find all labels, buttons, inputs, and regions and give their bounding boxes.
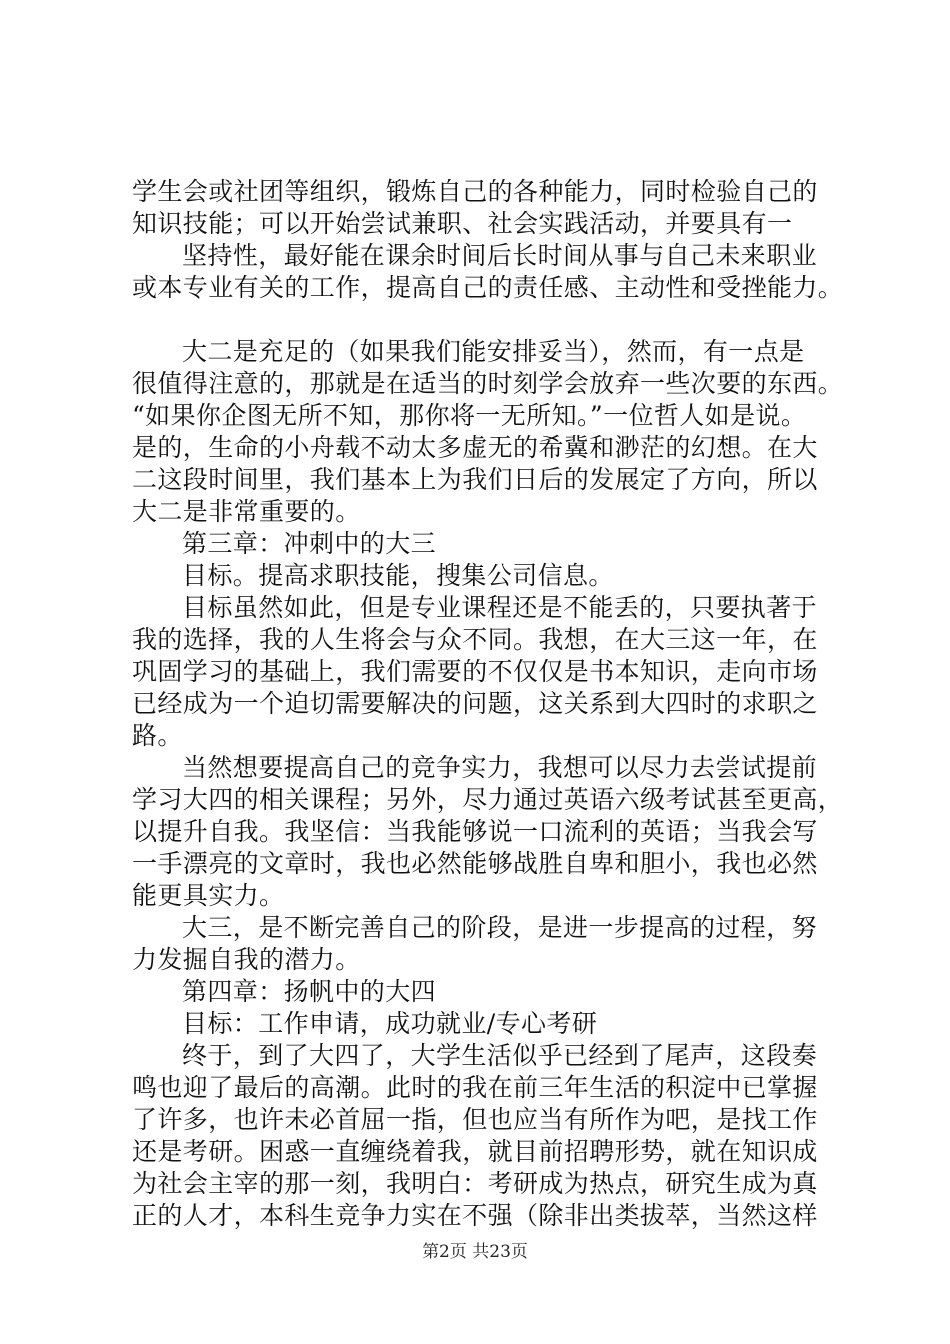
text-line: 以提升自我。我坚信：当我能够说一口流利的英语；当我会写 (132, 817, 818, 846)
text-line: “如果你企图无所不知，那你将一无所知。”一位哲人如是说。 (132, 401, 807, 430)
text-line: 终于，到了大四了，大学生活似乎已经到了尾声，这段奏 (182, 1041, 818, 1070)
paragraph-gap (132, 304, 832, 336)
text-line: 或本专业有关的工作，提高自己的责任感、主动性和受挫能力。 (132, 273, 844, 302)
text-line: 大二是非常重要的。 (132, 497, 361, 526)
text-line: 正的人才，本科生竞争力实在不强（除非出类拔萃，当然这样 (132, 1201, 818, 1230)
text-line: 为社会主宰的那一刻，我明白：考研成为热点，研究生成为真 (132, 1169, 818, 1198)
text-line: 目标虽然如此，但是专业课程还是不能丢的，只要执著于 (182, 593, 818, 622)
text-line: 学习大四的相关课程；另外，尽力通过英语六级考试甚至更高， (132, 785, 844, 814)
text-line: 巩固学习的基础上，我们需要的不仅仅是书本知识，走向市场 (132, 657, 818, 686)
text-line: 力发掘自我的潜力。 (132, 945, 361, 974)
text-line: 知识技能；可以开始尝试兼职、社会实践活动，并要具有一 (132, 209, 793, 238)
chapter-heading: 第三章：冲刺中的大三 (182, 529, 437, 558)
text-line: 已经成为一个迫切需要解决的问题，这关系到大四时的求职之 (132, 689, 818, 718)
text-line: 一手漂亮的文章时，我也必然能够战胜自卑和胆小，我也必然 (132, 849, 818, 878)
text-line: 能更具实力。 (132, 881, 285, 910)
goal-line: 目标：工作申请，成功就业/专心考研 (182, 1009, 598, 1038)
text-line: 是的，生命的小舟载不动太多虚无的希冀和渺茫的幻想。在大 (132, 433, 818, 462)
text-line: 二这段时间里，我们基本上为我们日后的发展定了方向，所以 (132, 465, 818, 494)
text-line: 学生会或社团等组织，锻炼自己的各种能力，同时检验自己的 (132, 177, 818, 206)
text-line: 我的选择，我的人生将会与众不同。我想，在大三这一年，在 (132, 625, 818, 654)
text-line: 了许多，也许未必首屈一指，但也应当有所作为吧，是找工作 (132, 1105, 818, 1134)
text-line: 鸣也迎了最后的高潮。此时的我在前三年生活的积淀中已掌握 (132, 1073, 818, 1102)
text-line: 大三，是不断完善自己的阶段，是进一步提高的过程，努 (182, 913, 818, 942)
text-line: 大二是充足的（如果我们能安排妥当），然而，有一点是 (182, 337, 805, 366)
page-number-footer: 第2页 共23页 (422, 1242, 528, 1262)
text-line: 还是考研。困惑一直缠绕着我，就目前招聘形势，就在知识成 (132, 1137, 818, 1166)
text-line: 路。 (132, 721, 183, 750)
goal-line: 目标。提高求职技能，搜集公司信息。 (182, 561, 614, 590)
text-line: 很值得注意的，那就是在适当的时刻学会放弃一些次要的东西。 (132, 369, 844, 398)
text-line: 坚持性，最好能在课余时间后长时间从事与自己未来职业 (182, 241, 818, 270)
document-body (132, 176, 844, 1232)
text-line: 当然想要提高自己的竞争实力，我想可以尽力去尝试提前 (182, 753, 818, 782)
chapter-heading: 第四章：扬帆中的大四 (182, 977, 437, 1006)
